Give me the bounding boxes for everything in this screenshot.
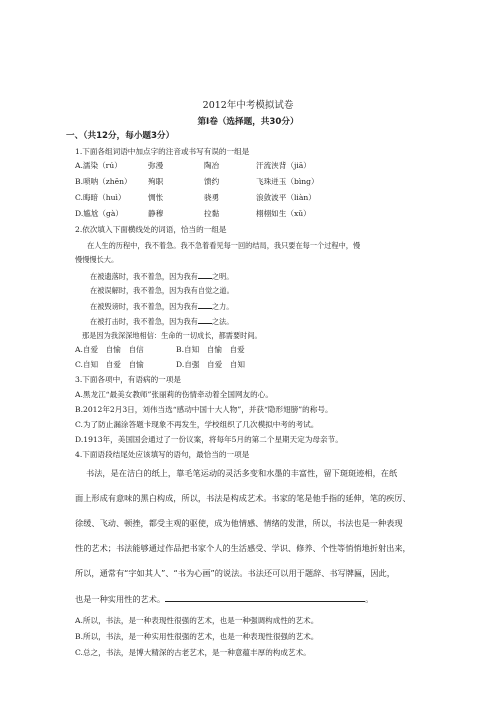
q1-option-a [75, 161, 122, 171]
q3-option-c: C.为了防止漏涂答题卡现象不再发生，学校组织了几次模拟中考的考试。 [75, 420, 319, 429]
q1-stem: 1.下面各组词语中加点字的注音或书写有误的一组是 [75, 147, 250, 156]
q1-d-4: 栩栩如生（xǔ） [256, 209, 311, 218]
q4-option-b: B.所以，书法，是一种实用性很强的艺术，也是一种表现性很强的艺术。 [75, 632, 319, 641]
exam-title: 2012年中考模拟试卷 [202, 100, 294, 111]
answer-blank [198, 316, 212, 324]
q1-d-1: D.尴尬（gà） [75, 209, 123, 218]
q4-option-a: A.所以，书法，是一种表现性很强的艺术，也是一种强调构成性的艺术。 [75, 616, 319, 625]
volume-heading: 第Ⅰ卷（选择题，共30分） [197, 117, 299, 127]
q2-line-2: 在被误解时，我不着急，因为我有自觉之道。 [90, 286, 234, 295]
q1-b-4: 飞珠迸玉（bìng） [256, 177, 319, 186]
q1-b-2: 殉职 [148, 177, 164, 186]
q4-passage-3: 徐缓、飞动、顿挫，都受主观的驱使，成为他情感、情绪的发泄，所以，书法也是一种表现 [75, 518, 403, 528]
q3-option-a: A.黑龙江“最美女教师”张丽莉的伤情牵动着全国网友的心。 [75, 390, 273, 399]
q1-b-3: 馈约 [204, 177, 220, 186]
answer-blank [198, 301, 212, 309]
section-heading: 一、（共12分，每小题3分） [66, 131, 175, 141]
q2-option-a: A.自爱 自愉 自信 [75, 345, 144, 354]
q3-option-b: B.2012年2月3日，刘伟当选“感动中国十大人物”，并获“隐形翅膀”的称号。 [75, 405, 333, 414]
q1-c-4: 浪敛波平（liàn） [256, 193, 316, 202]
q2-line-1 [90, 271, 233, 282]
q4-option-c: C.总之，书法，是博大精深的古老艺术，是一种意蕴丰厚的构成艺术。 [75, 648, 311, 657]
q2-stem: 2.依次填入下面横线处的词语，恰当的一组是 [75, 225, 227, 234]
q4-passage-2: 面上形成有意味的黑白构成，所以，书法是构成艺术。书家的笔是他手指的延伸，笔的疾厉、 [75, 493, 411, 503]
q2-option-b: B.自知 自愉 自爱 [176, 345, 245, 354]
q4-stem: 4.下面语段结尾处应该填写的语句，最恰当的一项是 [75, 450, 250, 459]
q1-a-2: 弥漫 [148, 161, 164, 170]
q1-c-2: 惆怅 [148, 193, 164, 202]
q1-a-3: 陶冶 [204, 161, 220, 170]
q2-line-1-end: 之明。 [211, 272, 234, 281]
q1-b-1: B.唢呐（zhēn） [75, 177, 132, 186]
q4-passage-6 [75, 593, 443, 604]
q1-a-1: A.濡染（rú） [75, 161, 122, 170]
q1-d-2: 静穆 [148, 209, 164, 218]
q3-option-d: D.1913年，美国国会通过了一份议案，将每年5月的第二个星期天定为母亲节。 [75, 435, 343, 444]
q2-passage-1: 在人生的历程中，我不着急。我不急着看见每一回的结局，我只要在每一个过程中，慢 [87, 241, 361, 250]
q2-line-4 [90, 316, 233, 327]
q4-passage-5: 所以，通常有“字如其人”、“书为心画”的说法。书法还可以用于题辞、书写牌匾，因此， [75, 568, 395, 578]
q2-line-4-text: 在被打击时，我不着急，因为我有 [90, 317, 198, 326]
q2-line-3 [90, 301, 233, 312]
q4-passage-4: 性的艺术；书法能够通过作品把书家个人的生活感受、学识、修养、个性等悄悄地折射出来， [75, 543, 411, 553]
q1-c-3: 骁勇 [204, 193, 220, 202]
q2-option-d: D.自强 自爱 自知 [176, 360, 245, 369]
q2-conclusion: 那是因为我深深地相信：生命的一切成长，都需要时间。 [82, 331, 262, 340]
q2-option-c: C.自知 自爱 自愉 [75, 360, 144, 369]
answer-blank [198, 271, 212, 279]
q2-line-1-text: 在被遗落时，我不着急，因为我有 [90, 272, 198, 281]
q3-stem: 3.下面各项中，有语病的一项是 [75, 375, 181, 384]
q2-line-3-text: 在被毁谤时，我不着急，因为我有 [90, 302, 198, 311]
q2-line-4-end: 之法。 [211, 317, 234, 326]
q1-c-1: C.晦暗（huì） [75, 193, 126, 202]
answer-blank-long [165, 593, 365, 602]
q4-passage-6-end: 。 [365, 594, 374, 604]
q1-a-4: 汗流浃背（jiā） [256, 161, 311, 170]
q1-d-3: 拉黏 [204, 209, 220, 218]
q4-passage-1: 书法，是在洁白的纸上，靠毛笔运动的灵活多变和水墨的丰富性，留下斑斑迹相，在纸 [86, 468, 398, 478]
q2-line-3-end: 之力。 [211, 302, 234, 311]
q4-passage-6-text: 也是一种实用性的艺术。 [75, 594, 166, 604]
q2-passage-1b: 慢慢慢长大。 [75, 255, 119, 264]
